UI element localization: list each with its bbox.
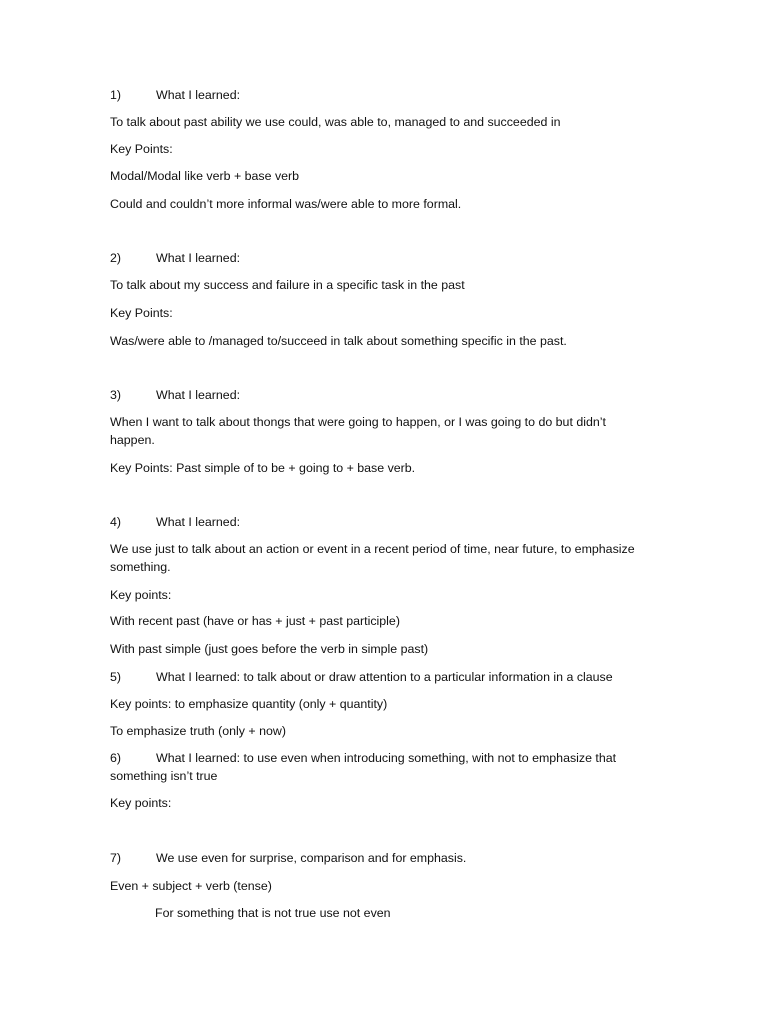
section-6-heading xyxy=(110,749,655,785)
section-2-heading xyxy=(110,249,240,267)
section-number: 3) xyxy=(110,388,122,402)
section-3-line-2: Key Points: Past simple of to be + going to + base verb. xyxy=(110,461,416,475)
section-number: 4) xyxy=(110,515,122,529)
section-7-line-1: Even + subject + verb (tense) xyxy=(110,879,272,893)
section-3-heading xyxy=(110,386,240,404)
section-2-line-1: To talk about my success and failure in a specific task in the past xyxy=(110,278,465,292)
section-6-line-1: Key points: xyxy=(110,796,172,810)
section-7-line-2: For something that is not true use not even xyxy=(155,906,391,920)
section-heading-text: What I learned: xyxy=(156,88,241,102)
section-4-heading xyxy=(110,513,240,531)
section-heading-text: What I learned: to use even when introducing something, with not to emphasize that something isn’t true xyxy=(110,751,617,783)
section-5-heading xyxy=(110,668,613,686)
section-1-line-2: Key Points: xyxy=(110,142,173,156)
section-7-heading xyxy=(110,849,466,867)
section-heading-text: We use even for surprise, comparison and for emphasis. xyxy=(156,851,467,865)
section-4-line-3: With recent past (have or has + just + past participle) xyxy=(110,614,400,628)
section-heading-text: What I learned: xyxy=(156,515,241,529)
section-number: 6) xyxy=(110,751,122,765)
section-1-heading xyxy=(110,86,240,104)
section-number: 7) xyxy=(110,851,122,865)
section-2-line-3: Was/were able to /managed to/succeed in talk about something specific in the past. xyxy=(110,334,567,348)
section-heading-text: What I learned: xyxy=(156,388,241,402)
section-4-line-1: We use just to talk about an action or event in a recent period of time, near future, to emphasize something. xyxy=(110,542,635,574)
section-heading-text: What I learned: xyxy=(156,251,241,265)
section-5-line-1: Key points: to emphasize quantity (only + quantity) xyxy=(110,697,388,711)
section-4-line-2: Key points: xyxy=(110,588,172,602)
section-1-line-1: To talk about past ability we use could, was able to, managed to and succeeded in xyxy=(110,115,561,129)
section-number: 5) xyxy=(110,670,122,684)
section-5-line-2: To emphasize truth (only + now) xyxy=(110,724,286,738)
section-4-line-4: With past simple (just goes before the verb in simple past) xyxy=(110,642,429,656)
section-3-line-1: When I want to talk about thongs that were going to happen, or I was going to do but didn’t happen. xyxy=(110,415,606,447)
section-1-line-3: Modal/Modal like verb + base verb xyxy=(110,169,300,183)
section-2-line-2: Key Points: xyxy=(110,306,173,320)
section-number: 1) xyxy=(110,88,122,102)
section-heading-text: What I learned: to talk about or draw attention to a particular information in a clause xyxy=(156,670,613,684)
section-number: 2) xyxy=(110,251,122,265)
section-1-line-4: Could and couldn’t more informal was/were able to more formal. xyxy=(110,197,462,211)
